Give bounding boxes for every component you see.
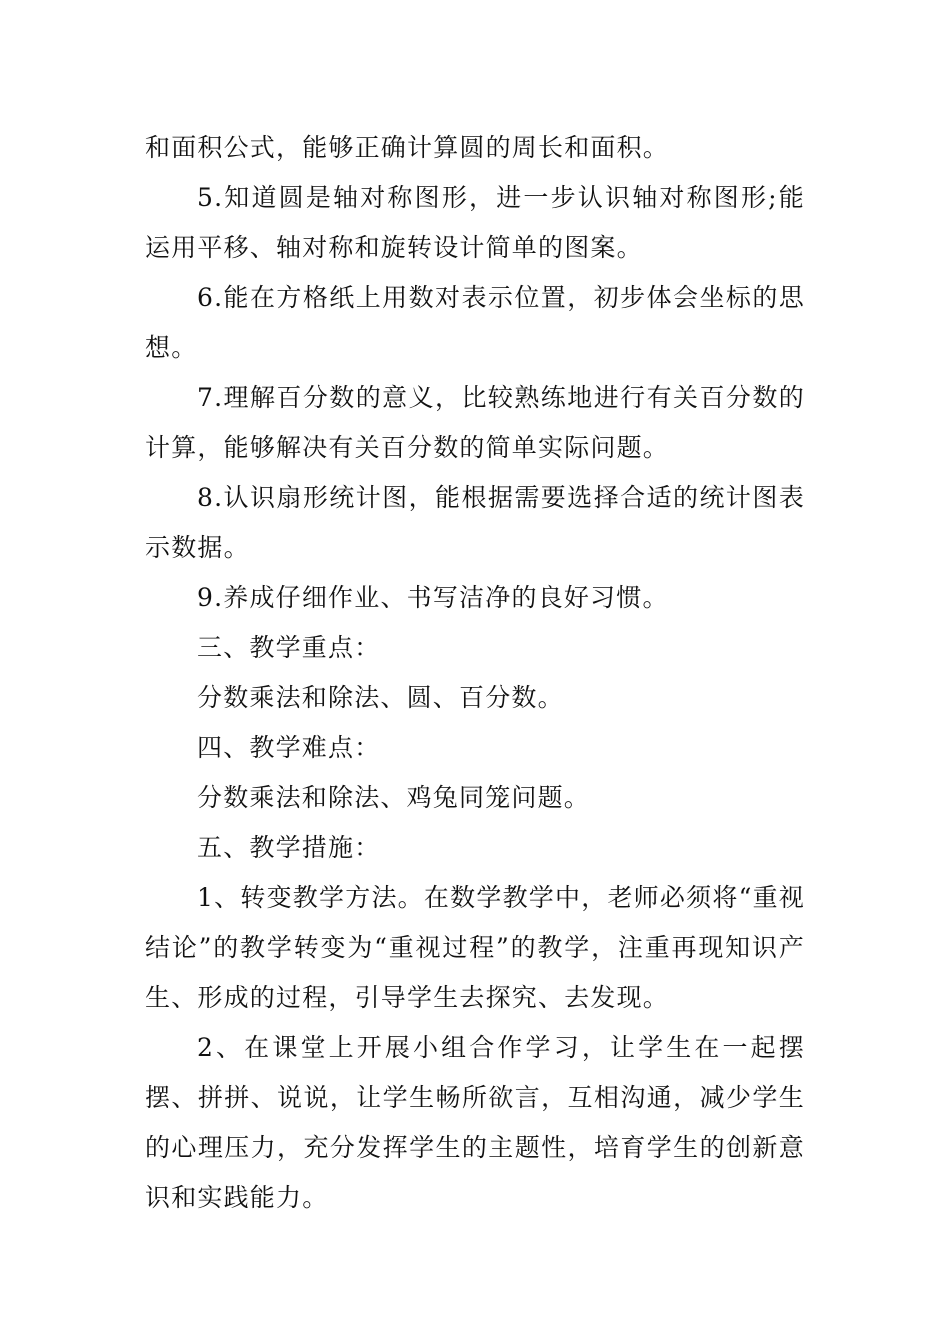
paragraph-key-points: 分数乘法和除法、圆、百分数。 [197,683,564,712]
heading-measures: 五、教学措施： [197,833,381,862]
paragraph-measure-1: 1、转变教学方法。在数学教学中，老师必须将“重视结论”的教学转变为“重视过程”的教学，注重再现知识产生、形成的过程，引导学生去探究、去发现。 [145,883,805,1012]
paragraph-difficulties: 分数乘法和除法、鸡兔同笼问题。 [197,783,591,812]
paragraph-objective-7: 7.理解百分数的意义，比较熟练地进行有关百分数的计算，能够解决有关百分数的简单实际问题。 [145,383,805,462]
paragraph-objective-5: 5.知道圆是轴对称图形，进一步认识轴对称图形;能运用平移、轴对称和旋转设计简单的图案。 [145,183,805,262]
heading-key-points: 三、教学重点： [197,633,381,662]
document-body [145,123,805,1223]
paragraph-objective-6: 6.能在方格纸上用数对表示位置，初步体会坐标的思想。 [145,283,805,362]
paragraph-objective-8: 8.认识扇形统计图，能根据需要选择合适的统计图表示数据。 [145,483,805,562]
paragraph-continuation: 和面积公式，能够正确计算圆的周长和面积。 [145,133,670,162]
paragraph-measure-2: 2、在课堂上开展小组合作学习，让学生在一起摆摆、拼拼、说说，让学生畅所欲言，互相沟通，减少学生的心理压力，充分发挥学生的主题性，培育学生的创新意识和实践能力。 [145,1033,805,1212]
paragraph-objective-9: 9.养成仔细作业、书写洁净的良好习惯。 [197,583,669,612]
heading-difficulties: 四、教学难点： [197,733,381,762]
